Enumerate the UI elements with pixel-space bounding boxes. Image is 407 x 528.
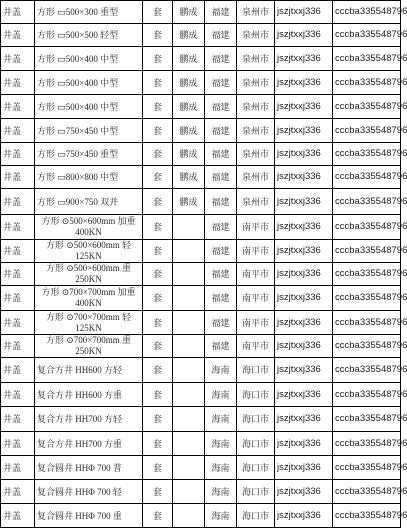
brand-cell: 鹏成 <box>173 189 205 215</box>
brand-cell <box>173 407 205 432</box>
item-name-cell: 井盖 <box>1 263 35 286</box>
spec-cell: 方形 ⊙700×700mm 轻 125KN <box>35 311 143 335</box>
city-cell: 泉州市 <box>237 189 275 215</box>
spec-cell: 方形 ⊙500×600mm 重 250KN <box>35 263 143 286</box>
city-cell: 南平市 <box>237 240 275 263</box>
unit-cell: 套 <box>143 383 173 407</box>
code-a-cell: jszjtxxj336 <box>275 456 333 480</box>
code-a-cell: jszjtxxj336 <box>275 1 333 24</box>
item-name-cell: 井盖 <box>1 240 35 263</box>
code-b-cell: cccba335548796 <box>333 24 401 47</box>
spec-cell: 复合方井 HH600 方轻 <box>35 358 143 383</box>
brand-cell <box>173 504 205 528</box>
province-cell: 福建 <box>205 215 237 240</box>
code-b-cell: cccba335548796 <box>333 263 401 286</box>
unit-cell: 套 <box>143 432 173 456</box>
city-cell: 海口市 <box>237 504 275 528</box>
code-a-cell: jszjtxxj336 <box>275 189 333 215</box>
province-cell: 福建 <box>205 24 237 47</box>
unit-cell: 套 <box>143 240 173 263</box>
province-cell: 海南 <box>205 480 237 504</box>
unit-cell: 套 <box>143 480 173 504</box>
code-a-cell: jszjtxxj336 <box>275 263 333 286</box>
code-a-cell: jszjtxxj336 <box>275 286 333 311</box>
code-a-cell: jszjtxxj336 <box>275 119 333 143</box>
brand-cell: 鹏成 <box>173 166 205 189</box>
brand-cell: 鹏成 <box>173 119 205 143</box>
code-b-cell: cccba335548796 <box>333 358 401 383</box>
code-a-cell: jszjtxxj336 <box>275 166 333 189</box>
brand-cell: 鹏成 <box>173 1 205 24</box>
city-cell: 南平市 <box>237 286 275 311</box>
province-cell: 海南 <box>205 358 237 383</box>
item-name-cell: 井盖 <box>1 407 35 432</box>
code-b-cell: cccba335548796 <box>333 95 401 119</box>
item-name-cell: 井盖 <box>1 215 35 240</box>
unit-cell: 套 <box>143 189 173 215</box>
code-a-cell: jszjtxxj336 <box>275 311 333 335</box>
table-row <box>1 166 401 189</box>
table-row <box>1 24 401 47</box>
city-cell: 海口市 <box>237 456 275 480</box>
code-b-cell: cccba335548796 <box>333 504 401 528</box>
table-row <box>1 456 401 480</box>
table-row <box>1 1 401 24</box>
unit-cell: 套 <box>143 263 173 286</box>
table-row <box>1 286 401 311</box>
brand-cell <box>173 456 205 480</box>
code-b-cell: cccba335548796 <box>333 119 401 143</box>
table-row <box>1 47 401 71</box>
province-cell: 福建 <box>205 47 237 71</box>
code-a-cell: jszjtxxj336 <box>275 240 333 263</box>
table-row <box>1 311 401 335</box>
table-row <box>1 240 401 263</box>
spec-cell: 方形 ▭500×400 中型 <box>35 71 143 95</box>
code-b-cell: cccba335548796 <box>333 71 401 95</box>
city-cell: 南平市 <box>237 215 275 240</box>
brand-cell: 鹏成 <box>173 143 205 166</box>
code-b-cell: cccba335548796 <box>333 240 401 263</box>
city-cell: 南平市 <box>237 311 275 335</box>
brand-cell <box>173 383 205 407</box>
province-cell: 海南 <box>205 456 237 480</box>
city-cell: 泉州市 <box>237 143 275 166</box>
code-a-cell: jszjtxxj336 <box>275 480 333 504</box>
code-b-cell: cccba335548796 <box>333 286 401 311</box>
unit-cell: 套 <box>143 286 173 311</box>
unit-cell: 套 <box>143 215 173 240</box>
code-a-cell: jszjtxxj336 <box>275 95 333 119</box>
province-cell: 福建 <box>205 119 237 143</box>
code-a-cell: jszjtxxj336 <box>275 215 333 240</box>
province-cell: 福建 <box>205 71 237 95</box>
city-cell: 泉州市 <box>237 166 275 189</box>
unit-cell: 套 <box>143 407 173 432</box>
spec-cell: 方形 ▭500×400 中型 <box>35 47 143 71</box>
code-b-cell: cccba335548796 <box>333 456 401 480</box>
table-row <box>1 143 401 166</box>
city-cell: 泉州市 <box>237 47 275 71</box>
province-cell: 福建 <box>205 95 237 119</box>
table-row <box>1 504 401 528</box>
spec-cell: 方形 ⊙500×600mm 轻 125KN <box>35 240 143 263</box>
city-cell: 海口市 <box>237 407 275 432</box>
spec-cell: 方形 ▭900×750 双并 <box>35 189 143 215</box>
item-name-cell: 井盖 <box>1 504 35 528</box>
code-a-cell: jszjtxxj336 <box>275 432 333 456</box>
province-cell: 福建 <box>205 311 237 335</box>
city-cell: 泉州市 <box>237 71 275 95</box>
unit-cell: 套 <box>143 47 173 71</box>
code-b-cell: cccba335548796 <box>333 215 401 240</box>
spec-cell: 复合圆井 HHΦ 700 重 <box>35 504 143 528</box>
code-b-cell: cccba335548796 <box>333 166 401 189</box>
province-cell: 福建 <box>205 240 237 263</box>
unit-cell: 套 <box>143 1 173 24</box>
item-name-cell: 井盖 <box>1 432 35 456</box>
city-cell: 南平市 <box>237 263 275 286</box>
brand-cell <box>173 432 205 456</box>
province-cell: 海南 <box>205 504 237 528</box>
city-cell: 泉州市 <box>237 1 275 24</box>
code-b-cell: cccba335548796 <box>333 407 401 432</box>
brand-cell <box>173 480 205 504</box>
city-cell: 海口市 <box>237 358 275 383</box>
table-row <box>1 189 401 215</box>
code-b-cell: cccba335548796 <box>333 383 401 407</box>
item-name-cell: 井盖 <box>1 1 35 24</box>
unit-cell: 套 <box>143 24 173 47</box>
item-name-cell: 井盖 <box>1 383 35 407</box>
unit-cell: 套 <box>143 71 173 95</box>
item-name-cell: 井盖 <box>1 95 35 119</box>
table-row <box>1 358 401 383</box>
code-b-cell: cccba335548796 <box>333 143 401 166</box>
code-a-cell: jszjtxxj336 <box>275 407 333 432</box>
brand-cell <box>173 215 205 240</box>
spec-cell: 复合圆井 HHΦ 700 轻 <box>35 480 143 504</box>
unit-cell: 套 <box>143 456 173 480</box>
code-b-cell: cccba335548796 <box>333 480 401 504</box>
province-cell: 福建 <box>205 189 237 215</box>
table-row <box>1 215 401 240</box>
code-b-cell: cccba335548796 <box>333 432 401 456</box>
province-cell: 福建 <box>205 286 237 311</box>
spec-cell: 方形 ▭500×400 中型 <box>35 95 143 119</box>
brand-cell <box>173 286 205 311</box>
item-name-cell: 井盖 <box>1 166 35 189</box>
table-row <box>1 263 401 286</box>
table-row <box>1 335 401 358</box>
code-a-cell: jszjtxxj336 <box>275 335 333 358</box>
spec-cell: 复合方井 HH700 方轻 <box>35 407 143 432</box>
brand-cell: 鹏成 <box>173 47 205 71</box>
unit-cell: 套 <box>143 311 173 335</box>
city-cell: 泉州市 <box>237 119 275 143</box>
item-name-cell: 井盖 <box>1 143 35 166</box>
item-name-cell: 井盖 <box>1 119 35 143</box>
city-cell: 泉州市 <box>237 95 275 119</box>
code-a-cell: jszjtxxj336 <box>275 24 333 47</box>
spec-cell: 方形 ▭500×300 重型 <box>35 1 143 24</box>
brand-cell <box>173 263 205 286</box>
table-row <box>1 95 401 119</box>
code-b-cell: cccba335548796 <box>333 311 401 335</box>
brand-cell <box>173 335 205 358</box>
city-cell: 海口市 <box>237 480 275 504</box>
city-cell: 海口市 <box>237 432 275 456</box>
unit-cell: 套 <box>143 95 173 119</box>
province-cell: 海南 <box>205 383 237 407</box>
province-cell: 福建 <box>205 166 237 189</box>
province-cell: 海南 <box>205 432 237 456</box>
code-b-cell: cccba335548796 <box>333 335 401 358</box>
table-row <box>1 71 401 95</box>
spec-cell: 方形 ▭800×800 中型 <box>35 166 143 189</box>
table-row <box>1 119 401 143</box>
province-cell: 福建 <box>205 335 237 358</box>
province-cell: 福建 <box>205 143 237 166</box>
unit-cell: 套 <box>143 119 173 143</box>
item-name-cell: 井盖 <box>1 358 35 383</box>
item-name-cell: 井盖 <box>1 286 35 311</box>
spec-cell: 方形 ▭750×450 中型 <box>35 119 143 143</box>
code-b-cell: cccba335548796 <box>333 189 401 215</box>
code-b-cell: cccba335548796 <box>333 1 401 24</box>
brand-cell <box>173 240 205 263</box>
item-name-cell: 井盖 <box>1 71 35 95</box>
item-name-cell: 井盖 <box>1 47 35 71</box>
code-a-cell: jszjtxxj336 <box>275 71 333 95</box>
code-a-cell: jszjtxxj336 <box>275 358 333 383</box>
brand-cell <box>173 311 205 335</box>
unit-cell: 套 <box>143 143 173 166</box>
code-a-cell: jszjtxxj336 <box>275 143 333 166</box>
spec-cell: 方形 ▭750×450 重型 <box>35 143 143 166</box>
item-name-cell: 井盖 <box>1 24 35 47</box>
item-name-cell: 井盖 <box>1 480 35 504</box>
spec-cell: 复合方井 HH600 方重 <box>35 383 143 407</box>
table-row <box>1 480 401 504</box>
city-cell: 南平市 <box>237 335 275 358</box>
province-cell: 福建 <box>205 1 237 24</box>
spec-cell: 方形 ▭500×500 轻型 <box>35 24 143 47</box>
brand-cell: 鹏成 <box>173 95 205 119</box>
unit-cell: 套 <box>143 166 173 189</box>
item-name-cell: 井盖 <box>1 335 35 358</box>
province-cell: 福建 <box>205 263 237 286</box>
code-a-cell: jszjtxxj336 <box>275 504 333 528</box>
brand-cell: 鹏成 <box>173 24 205 47</box>
brand-cell: 鹏成 <box>173 71 205 95</box>
code-b-cell: cccba335548796 <box>333 47 401 71</box>
item-name-cell: 井盖 <box>1 456 35 480</box>
brand-cell <box>173 358 205 383</box>
table-row <box>1 383 401 407</box>
table-row <box>1 407 401 432</box>
spec-cell: 复合方井 HH700 方重 <box>35 432 143 456</box>
spec-cell: 方形 ⊙500×600mm 加重 400KN <box>35 215 143 240</box>
table-row <box>1 432 401 456</box>
item-name-cell: 井盖 <box>1 311 35 335</box>
city-cell: 泉州市 <box>237 24 275 47</box>
unit-cell: 套 <box>143 358 173 383</box>
spec-cell: 方形 ⊙700×700mm 重 250KN <box>35 335 143 358</box>
code-a-cell: jszjtxxj336 <box>275 383 333 407</box>
province-cell: 海南 <box>205 407 237 432</box>
spec-cell: 方形 ⊙700×700mm 加重 400KN <box>35 286 143 311</box>
city-cell: 海口市 <box>237 383 275 407</box>
spec-cell: 复合圆井 HHΦ 700 普 <box>35 456 143 480</box>
unit-cell: 套 <box>143 504 173 528</box>
unit-cell: 套 <box>143 335 173 358</box>
item-name-cell: 井盖 <box>1 189 35 215</box>
code-a-cell: jszjtxxj336 <box>275 47 333 71</box>
